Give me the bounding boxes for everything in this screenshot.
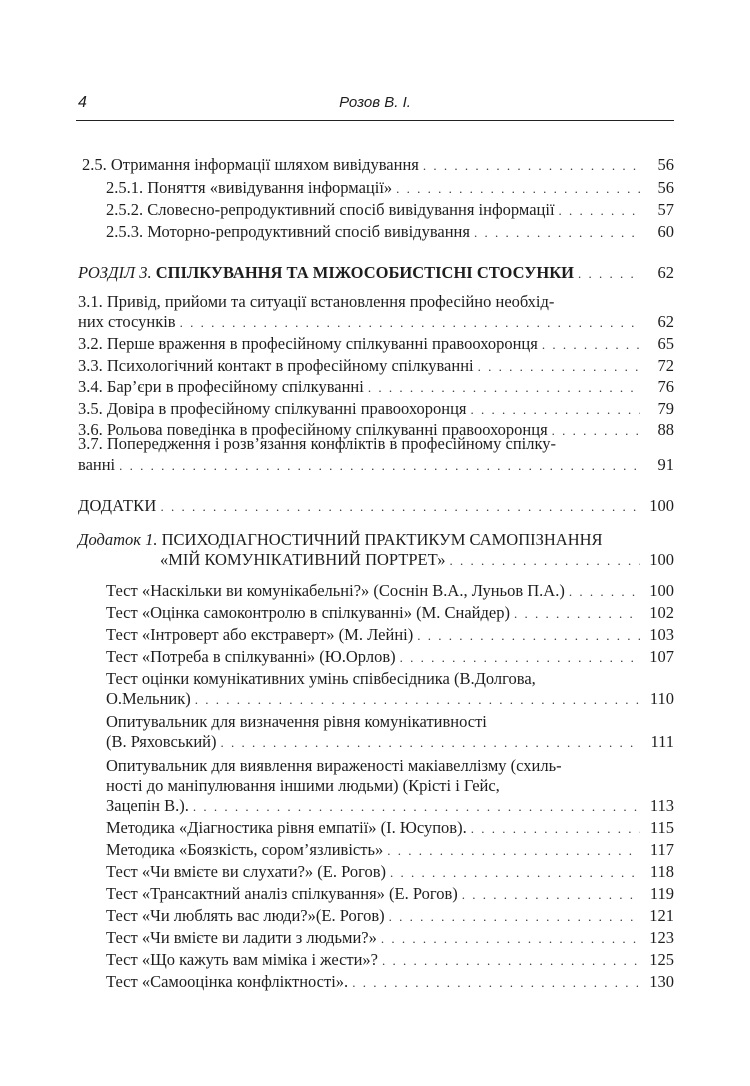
toc-entry-page: 102: [649, 603, 674, 622]
toc-entry: [106, 948, 674, 972]
toc-entry-page: 115: [649, 818, 674, 837]
toc-entry-page: 65: [657, 334, 674, 353]
toc-entry-page: 110: [649, 689, 674, 708]
toc-entry: [106, 198, 674, 222]
toc-entry-title: 3.6. Рольова поведінка в професійному спілкуванні правоохоронця: [78, 420, 548, 439]
toc-entry-title: 2.5.3. Моторно-репродуктивний спосіб вивідування: [106, 222, 470, 241]
toc-entry-page: 91: [657, 455, 674, 474]
toc-entry-title: Тест «Трансактний аналіз спілкування» (Е. Рогов): [106, 884, 458, 903]
toc-entry: [106, 926, 674, 950]
toc-entry-page: 103: [649, 625, 674, 644]
toc-entry: [78, 453, 674, 477]
running-header: [76, 92, 674, 121]
toc-entry: [106, 220, 674, 244]
toc-entry-title-line1: 3.1. Привід, прийоми та ситуації встановлення професійно необхід-: [78, 292, 555, 311]
toc-entry-page: 100: [649, 550, 674, 569]
leader-dots: [160, 495, 640, 519]
toc-entry-title: Тест «Чи вмієте ви ладити з людьми?»: [106, 928, 377, 947]
toc-entry-title: 3.2. Перше враження в професійному спілкуванні правоохоронця: [78, 334, 538, 353]
toc-entry-title: Тест «Що кажуть вам міміка і жести»?: [106, 950, 379, 969]
toc-entry-title: Тест «Самооцінка конфліктності».: [106, 972, 349, 991]
toc-entry-title-line2: О.Мельник): [106, 689, 191, 708]
chapter-prefix: РОЗДІЛ 3.: [78, 263, 152, 282]
toc-entry: [106, 794, 674, 818]
toc-entry-page: 56: [657, 178, 674, 197]
leader-dots: [423, 154, 640, 178]
appendices-title: ДОДАТКИ: [78, 496, 157, 515]
toc-entry-page: 72: [657, 356, 674, 375]
toc-entry-page: 62: [657, 312, 674, 331]
toc-entry: [78, 375, 674, 399]
toc-entry: [106, 645, 674, 669]
toc-entry: [106, 816, 674, 840]
page-number: 4: [78, 94, 87, 111]
toc-entry-title: Методика «Боязкість, сором’язливість»: [106, 840, 384, 859]
toc-chapter: [78, 494, 674, 518]
toc-entry-page: 118: [649, 862, 674, 881]
toc-entry-title-line1: Опитувальник для виявлення вираженості макіавеллізму (схиль-: [106, 756, 562, 775]
toc-entry-title: Тест «Інтроверт або екстраверт» (М. Лейні): [106, 625, 414, 644]
toc-entry-title-line2: ності до маніпулювання іншими людьми) (Крісті і Гейс,: [106, 776, 500, 795]
toc-entry-title: Тест «Потреба в спілкуванні» (Ю.Орлов): [106, 647, 396, 666]
appendix-title-line1: Додаток 1. ПСИХОДІАГНОСТИЧНИЙ ПРАКТИКУМ САМОПІЗНАННЯ: [78, 530, 603, 549]
toc-entry: [78, 310, 674, 334]
toc-entry-page: 57: [657, 200, 674, 219]
leader-dots: [578, 262, 640, 286]
toc-entry-page: 76: [657, 377, 674, 396]
toc-entry-page: 88: [657, 420, 674, 439]
toc-entry-page: 107: [649, 647, 674, 666]
leader-dots: [474, 221, 640, 245]
toc-entry-page: 121: [649, 906, 674, 925]
toc-entry: [106, 882, 674, 906]
toc-entry: [106, 623, 674, 647]
toc-entry: [106, 838, 674, 862]
leader-dots: [220, 731, 640, 755]
toc-entry-title: Методика «Діагностика рівня емпатії» (І. Юсупов).: [106, 818, 467, 837]
toc-entry: [106, 687, 674, 711]
toc-entry-page: 79: [657, 399, 674, 418]
toc-entry-page: 125: [649, 950, 674, 969]
toc-entry: [106, 601, 674, 625]
toc-entry: [106, 860, 674, 884]
toc-entry-page: 60: [657, 222, 674, 241]
toc-entry-title: 3.5. Довіра в професійному спілкуванні правоохоронця: [78, 399, 467, 418]
toc-entry-title: 3.3. Психологічний контакт в професійному спілкуванні: [78, 356, 474, 375]
toc-entry-page: 62: [657, 263, 674, 282]
toc-entry-page: 100: [649, 581, 674, 600]
leader-dots: [352, 971, 640, 995]
toc-entry-page: 123: [649, 928, 674, 947]
toc-entry-title-line1: Тест оцінки комунікативних умінь співбесідника (В.Долгова,: [106, 669, 536, 688]
toc-entry-title-line1: Опитувальник для визначення рівня комунікативності: [106, 712, 487, 731]
toc-entry-title-line3: Зацепін В.).: [106, 796, 189, 815]
toc-entry: [160, 548, 674, 572]
toc-entry-title: Тест «Наскільки ви комунікабельні?» (Соснін В.А., Луньов П.А.): [106, 581, 565, 600]
toc-entry-page: 111: [650, 732, 674, 751]
toc-entry-page: 56: [657, 155, 674, 174]
toc-entry: [82, 153, 674, 177]
chapter-title: СПІЛКУВАННЯ ТА МІЖОСОБИСТІСНІ СТОСУНКИ: [155, 263, 575, 282]
toc-entry: [106, 176, 674, 200]
appendix-prefix: Додаток 1.: [78, 530, 158, 549]
toc-entry-title: 2.5.2. Словесно-репродуктивний спосіб вивідування інформації: [106, 200, 555, 219]
toc-entry: [106, 904, 674, 928]
toc-entry: [106, 579, 674, 603]
toc-entry-title: Тест «Оцінка самоконтролю в спілкуванні» (М. Снайдер): [106, 603, 510, 622]
toc-entry-title-line1: 3.7. Попередження і розв’язання конфліктів в професійному спілку-: [78, 434, 557, 453]
toc-entry-title: 2.5.1. Поняття «вивідування інформації»: [106, 178, 393, 197]
leader-dots: [450, 549, 640, 573]
toc-entry-title: 2.5. Отримання інформації шляхом вивідування: [82, 155, 419, 174]
toc-entry-title: 3.4. Бар’єри в професійному спілкуванні: [78, 377, 364, 396]
toc-entry-page: 130: [649, 972, 674, 991]
leader-dots: [552, 419, 640, 443]
toc-entry-title: Тест «Чи вмієте ви слухати?» (Е. Рогов): [106, 862, 387, 881]
toc-entry-page: 100: [649, 496, 674, 515]
leader-dots: [195, 688, 640, 712]
appendix-title-line2: «МІЙ КОМУНІКАТИВНИЙ ПОРТРЕТ»: [160, 550, 446, 569]
toc-entry-page: 113: [649, 796, 674, 815]
toc-entry-title-line2: (В. Ряховський): [106, 732, 217, 751]
running-head-author: Розов В. І.: [339, 94, 411, 111]
toc-entry-page: 117: [649, 840, 674, 859]
toc-entry: [106, 730, 674, 754]
toc-entry-title-line2: них стосунків: [78, 312, 176, 331]
toc-entry-title: Тест «Чи люблять вас люди?»(Е. Рогов): [106, 906, 385, 925]
toc-entry-page: 119: [649, 884, 674, 903]
toc-entry-title-line2: ванні: [78, 455, 116, 474]
toc-chapter: [78, 261, 674, 285]
toc-entry: [106, 970, 674, 994]
toc-entry: [78, 332, 674, 356]
leader-dots: [119, 454, 640, 478]
